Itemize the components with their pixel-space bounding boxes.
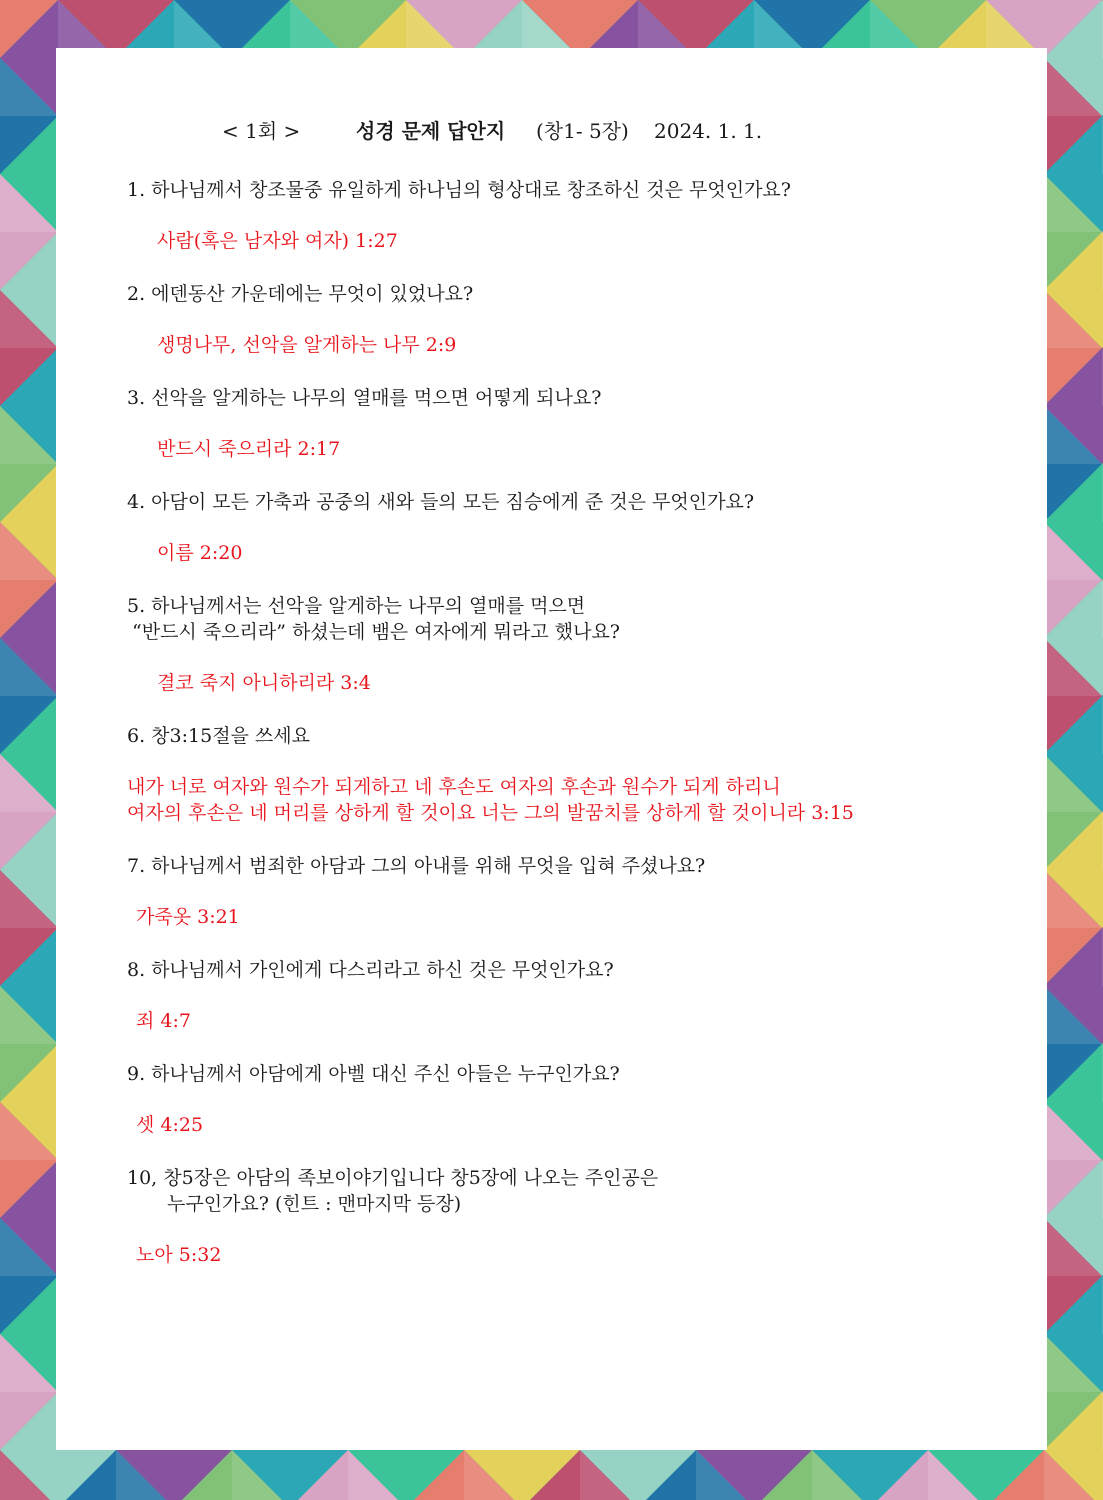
header-title	[356, 118, 505, 144]
header-round: < 1회 >	[222, 119, 301, 143]
answer-7: 가죽옷 3:21	[136, 906, 240, 928]
question-7: 7. 하나님께서 범죄한 아담과 그의 아내를 위해 무엇을 입혀 주셨나요?	[127, 855, 706, 877]
page-title: 성경 문제 답안지	[356, 119, 506, 143]
answer-9: 셋 4:25	[136, 1114, 204, 1136]
question-8: 8. 하나님께서 가인에게 다스리라고 하신 것은 무엇인가요?	[127, 959, 614, 981]
question-10-line-2: 누구인가요? (힌트 : 맨마지막 등장)	[167, 1193, 462, 1215]
answer-4: 이름 2:20	[157, 542, 243, 564]
header-date: 2024. 1. 1.	[654, 119, 763, 143]
answer-10: 노아 5:32	[136, 1244, 222, 1266]
question-1: 1. 하나님께서 창조물중 유일하게 하나님의 형상대로 창조하신 것은 무엇인가요?	[127, 179, 791, 201]
answer-3: 반드시 죽으리라 2:17	[157, 438, 341, 460]
question-9: 9. 하나님께서 아담에게 아벨 대신 주신 아들은 누구인가요?	[127, 1063, 620, 1085]
question-6: 6. 창3:15절을 쓰세요	[127, 725, 310, 747]
question-2: 2. 에덴동산 가운데에는 무엇이 있었나요?	[127, 283, 474, 305]
answer-6-line-2: 여자의 후손은 네 머리를 상하게 할 것이요 너는 그의 발꿈치를 상하게 할 것이니라 3:15	[127, 802, 854, 824]
question-5-line-1: 5. 하나님께서는 선악을 알게하는 나무의 열매를 먹으면	[127, 595, 586, 617]
question-3: 3. 선악을 알게하는 나무의 열매를 먹으면 어떻게 되나요?	[127, 387, 602, 409]
answer-5: 결코 죽지 아니하리라 3:4	[157, 672, 371, 694]
header-range: (창1- 5장)	[536, 119, 629, 143]
answer-sheet	[56, 48, 1047, 1450]
answer-2: 생명나무, 선악을 알게하는 나무 2:9	[157, 334, 457, 356]
question-4: 4. 아담이 모든 가축과 공중의 새와 들의 모든 짐승에게 준 것은 무엇인가요?	[127, 491, 755, 513]
question-5-line-2: “반드시 죽으리라” 하셨는데 뱀은 여자에게 뭐라고 했나요?	[132, 621, 620, 643]
answer-8: 죄 4:7	[136, 1010, 191, 1032]
question-10-line-1: 10, 창5장은 아담의 족보이야기입니다 창5장에 나오는 주인공은	[127, 1167, 659, 1189]
answer-6-line-1: 내가 너로 여자와 원수가 되게하고 네 후손도 여자의 후손과 원수가 되게 하리니	[127, 776, 781, 798]
answer-1: 사람(혹은 남자와 여자) 1:27	[157, 230, 398, 252]
